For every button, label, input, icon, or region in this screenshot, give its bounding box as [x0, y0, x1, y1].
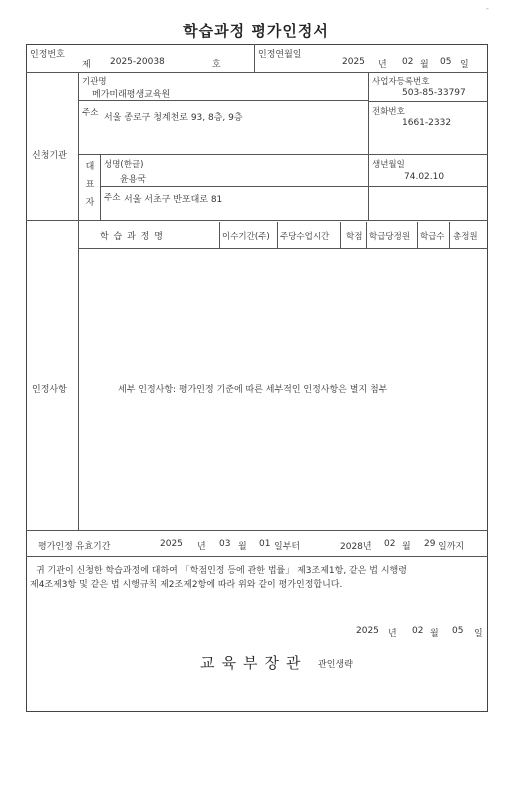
address-value: 서울 종로구 청계천로 93, 8층, 9층: [104, 113, 243, 123]
cert-no-value: 2025-20038: [110, 57, 165, 67]
divider: [100, 186, 488, 187]
cert-date-day-unit: 일: [460, 60, 469, 70]
cert-date-month-unit: 월: [420, 60, 429, 70]
rep-address-label: 주소: [104, 193, 121, 203]
rep-birth-label: 생년월일: [372, 160, 405, 170]
divider: [277, 222, 278, 248]
rep-address-value: 서울 서초구 반포대로 81: [124, 195, 223, 205]
address-label: 주소: [82, 108, 99, 118]
divider: [368, 101, 488, 102]
divider: [449, 222, 450, 248]
column-class-count: 학급수: [420, 232, 445, 242]
validity-label: 평가인정 유효기간: [38, 542, 111, 552]
column-class-capacity: 학급당정원: [369, 232, 411, 242]
column-total-capacity: 총정원: [453, 232, 478, 242]
cert-no-prefix: 제: [82, 60, 91, 70]
validity-end-month-unit: 월: [402, 542, 411, 552]
rep-birth-value: 74.02.10: [404, 172, 445, 182]
divider: [78, 72, 79, 530]
cert-date-year: 2025: [342, 57, 365, 67]
column-course-name: 학 습 과 정 명: [100, 232, 164, 242]
scan-mark: -: [486, 4, 489, 13]
statement-line-1: 귀 기관이 신청한 학습과정에 대하여 「학점인정 등에 관한 법률」 제3조제1항, 같은 법 시행령: [36, 566, 407, 576]
validity-end-year: 2028년: [340, 542, 372, 552]
column-weekly-hours: 주당수업시간: [280, 232, 330, 242]
validity-end-month: 02: [384, 539, 396, 549]
issuer-name: 교육부장관: [200, 654, 308, 672]
phone-label: 전화번호: [372, 107, 405, 117]
issue-day-unit: 일: [474, 629, 483, 639]
issue-month: 02: [412, 626, 424, 636]
divider: [78, 248, 488, 249]
accreditation-section-label: 인정사항: [32, 385, 67, 395]
validity-end-day: 29: [424, 539, 436, 549]
validity-start-year: 2025: [160, 539, 183, 549]
bizno-label: 사업자등록번호: [372, 77, 430, 87]
rep-label-char: 표: [85, 180, 95, 190]
document-title: 학습과정 평가인정서: [183, 22, 329, 40]
divider: [78, 100, 368, 101]
validity-start-month-unit: 월: [238, 542, 247, 552]
rep-name-label: 성명(한글): [104, 160, 144, 170]
detail-note: 세부 인정사항: 평가인정 기준에 따른 세부적인 인정사항은 별지 첨부: [118, 385, 388, 395]
divider: [417, 222, 418, 248]
cert-no-label: 인정번호: [30, 50, 65, 60]
bizno-value: 503-85-33797: [402, 88, 466, 98]
column-duration: 이수기간(주): [222, 232, 270, 242]
divider: [366, 222, 367, 248]
rep-label-char: 대: [85, 162, 95, 172]
applicant-section-label: 신청기관: [32, 151, 67, 161]
divider: [340, 222, 341, 248]
column-credits: 학점: [346, 232, 363, 242]
validity-start-year-unit: 년: [197, 542, 206, 552]
issue-year-unit: 년: [388, 629, 397, 639]
divider: [26, 556, 488, 557]
cert-date-year-unit: 년: [378, 60, 387, 70]
divider: [26, 72, 488, 73]
certificate-frame: [26, 44, 488, 712]
divider: [26, 220, 488, 221]
cert-no-suffix: 호: [212, 60, 221, 70]
institution-label: 기관명: [82, 77, 107, 87]
cert-date-label: 인정연월일: [258, 50, 302, 60]
issue-day: 05: [452, 626, 464, 636]
validity-start-month: 03: [219, 539, 231, 549]
divider: [78, 154, 488, 155]
institution-value: 메가미래평생교육원: [92, 90, 171, 100]
cert-date-day: 05: [440, 57, 452, 67]
divider: [368, 72, 369, 220]
issue-year: 2025: [356, 626, 379, 636]
cert-date-month: 02: [402, 57, 414, 67]
divider: [254, 44, 255, 72]
validity-start-day-unit: 일부터: [274, 542, 301, 552]
issue-month-unit: 월: [430, 629, 439, 639]
divider: [219, 222, 220, 248]
divider: [26, 530, 488, 531]
phone-value: 1661-2332: [402, 118, 452, 128]
validity-start-day: 01: [259, 539, 271, 549]
divider: [100, 154, 101, 220]
statement-line-2: 제4조제3항 및 같은 법 시행규칙 제2조제2항에 따라 위와 같이 평가인정합니다.: [30, 580, 343, 590]
validity-end-day-unit: 일까지: [438, 542, 465, 552]
seal-note: 관인생략: [318, 660, 353, 670]
rep-label-char: 자: [85, 198, 95, 208]
rep-name-value: 윤용국: [120, 175, 147, 185]
